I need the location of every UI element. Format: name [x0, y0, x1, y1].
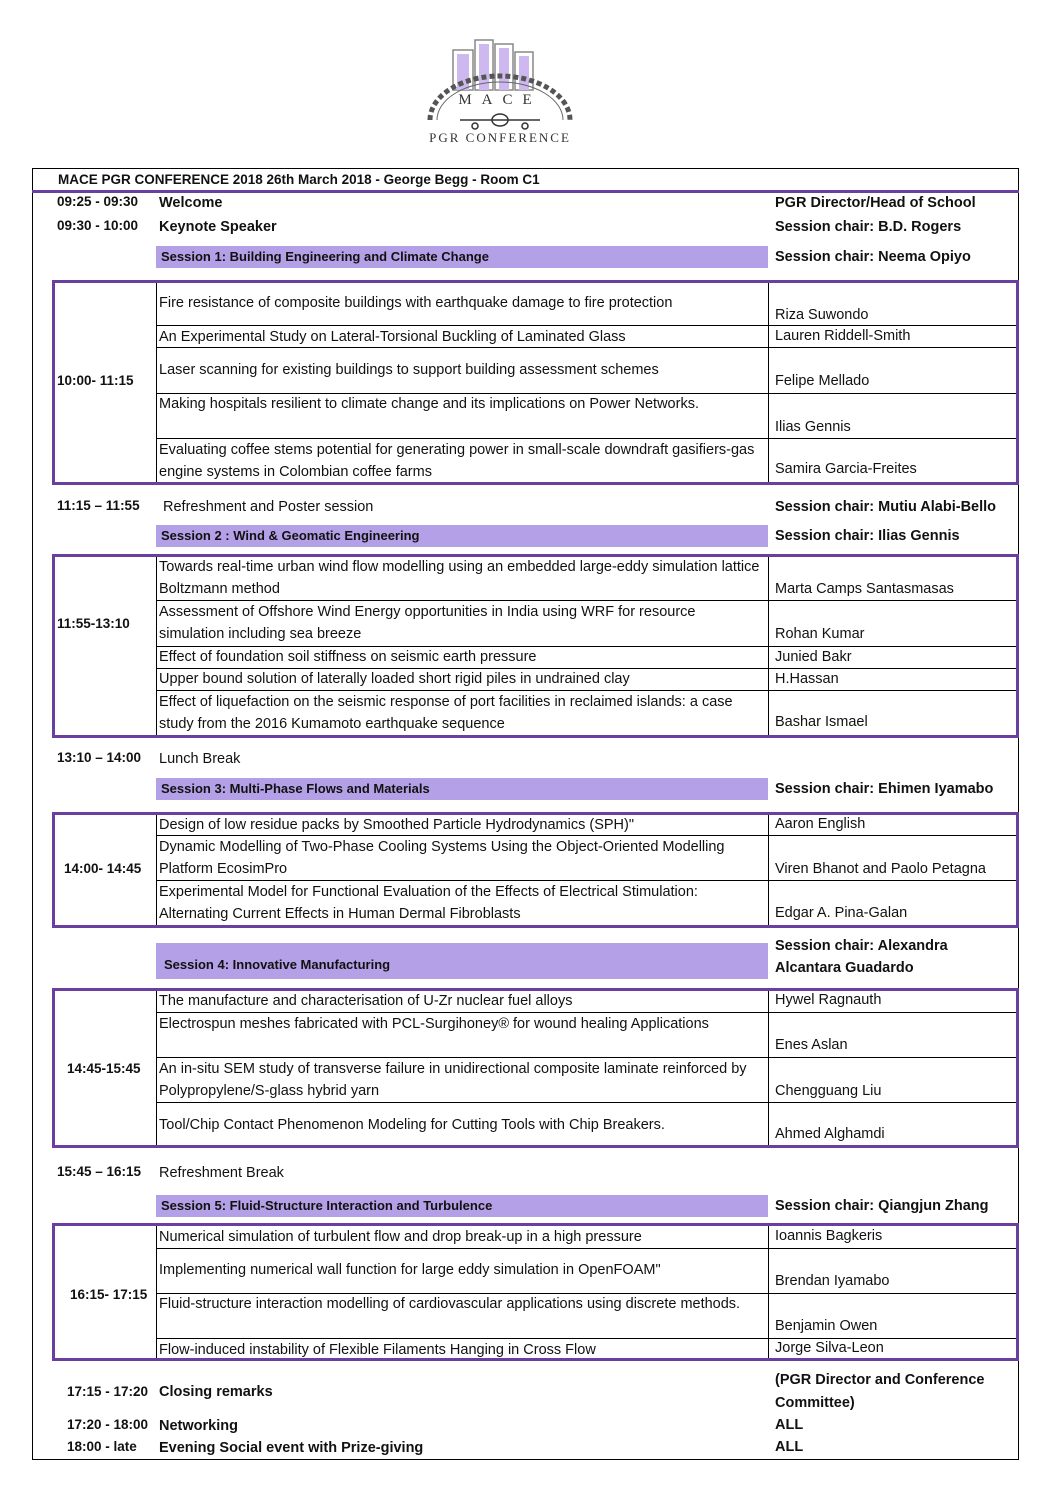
s4-speaker-3: Chengguang Liu	[775, 1083, 882, 1099]
conference-header: MACE PGR CONFERENCE 2018 26th March 2018 - George Begg - Room C1	[58, 172, 540, 187]
s4-speaker-1: Hywel Ragnauth	[775, 992, 882, 1008]
s3-speaker-2: Viren Bhanot and Paolo Petagna	[775, 861, 986, 877]
session-4-chair-line-2: Alcantara Guadardo	[775, 960, 914, 976]
logo-pgr-conference-text: PGR CONFERENCE	[429, 130, 571, 145]
opening-right-1: PGR Director/Head of School	[775, 195, 976, 211]
s4-talk-2: Electrospun meshes fabricated with PCL-Surgihoney® for wound healing Applications	[159, 1016, 709, 1032]
s2-speaker-3: Junied Bakr	[775, 649, 852, 665]
s3-talk-1: Design of low residue packs by Smoothed Particle Hydrodynamics (SPH)"	[159, 817, 634, 833]
session-2-chair: Session chair: Ilias Gennis	[775, 528, 960, 544]
session-4-title: Session 4: Innovative Manufacturing	[164, 957, 391, 972]
s5-speaker-4: Jorge Silva-Leon	[775, 1340, 884, 1356]
s1-speaker-4: Ilias Gennis	[775, 419, 851, 435]
opening-label-1: Welcome	[159, 195, 223, 211]
logo-mace-text: MACE	[458, 92, 542, 108]
s2-speaker-1: Marta Camps Santasmasas	[775, 581, 954, 597]
closing-right-1b: Committee)	[775, 1395, 855, 1411]
session-1-time: 10:00- 11:15	[57, 373, 134, 388]
s3-talk-3: Experimental Model for Functional Evaluation of the Effects of Electrical Stimulation: Alternating Current Effects in Human Dermal Fibroblasts	[159, 884, 698, 922]
s2-speaker-2: Rohan Kumar	[775, 626, 865, 642]
s2-talk-3: Effect of foundation soil stiffness on seismic earth pressure	[159, 649, 537, 665]
closing-right-2: ALL	[775, 1417, 804, 1433]
s3-speaker-3: Edgar A. Pina-Galan	[775, 905, 908, 921]
s5-talk-2: Implementing numerical wall function for large eddy simulation in OpenFOAM"	[159, 1262, 661, 1278]
s1-speaker-5: Samira Garcia-Freites	[775, 461, 917, 477]
closing-time-2: 17:20 - 18:00	[67, 1417, 149, 1432]
opening-right-2: Session chair: B.D. Rogers	[775, 219, 962, 235]
s2-speaker-4: H.Hassan	[775, 671, 839, 687]
mace-pgr-conference-logo	[415, 38, 585, 150]
s4-talk-3: An in-situ SEM study of transverse failure in unidirectional composite laminate reinforced by Polypropylene/S-glass hybrid yarn	[159, 1061, 747, 1099]
session-3-title: Session 3: Multi-Phase Flows and Materials	[161, 781, 430, 796]
s3-talk-2: Dynamic Modelling of Two-Phase Cooling Systems Using the Object-Oriented Modelling Platform EcosimPro	[159, 839, 725, 877]
s1-talk-3: Laser scanning for existing buildings to support building assessment schemes	[159, 362, 659, 378]
s5-speaker-3: Benjamin Owen	[775, 1318, 878, 1334]
s2-talk-1: Towards real-time urban wind flow modelling using an embedded large-eddy simulation lattice Boltzmann method	[159, 559, 760, 597]
session-5-chair: Session chair: Qiangjun Zhang	[775, 1198, 989, 1214]
closing-time-1: 17:15 - 17:20	[67, 1384, 149, 1399]
opening-time-1: 09:25 - 09:30	[57, 194, 139, 209]
break-1-chair: Session chair: Mutiu Alabi-Bello	[775, 499, 997, 515]
s1-speaker-3: Felipe Mellado	[775, 373, 870, 389]
s1-talk-4: Making hospitals resilient to climate change and its implications on Power Networks.	[159, 396, 699, 412]
s2-speaker-5: Bashar Ismael	[775, 714, 868, 730]
closing-right-1a: (PGR Director and Conference	[775, 1372, 985, 1388]
session-1-title: Session 1: Building Engineering and Climate Change	[161, 249, 489, 264]
break-2-time: 13:10 – 14:00	[57, 750, 142, 765]
session-4-time: 14:45-15:45	[67, 1061, 141, 1076]
closing-time-3: 18:00 - late	[67, 1439, 137, 1454]
s5-speaker-2: Brendan Iyamabo	[775, 1273, 890, 1289]
break-1-label: Refreshment and Poster session	[163, 499, 374, 515]
session-3-chair: Session chair: Ehimen Iyamabo	[775, 781, 994, 797]
s1-talk-1: Fire resistance of composite buildings with earthquake damage to fire protection	[159, 295, 673, 311]
s4-speaker-2: Enes Aslan	[775, 1037, 848, 1053]
s4-talk-4: Tool/Chip Contact Phenomenon Modeling for Cutting Tools with Chip Breakers.	[159, 1117, 665, 1133]
session-2-title: Session 2 : Wind & Geomatic Engineering	[161, 528, 420, 543]
s1-speaker-1: Riza Suwondo	[775, 307, 869, 323]
closing-label-1: Closing remarks	[159, 1384, 273, 1400]
s1-talk-2: An Experimental Study on Lateral-Torsional Buckling of Laminated Glass	[159, 329, 626, 345]
s5-talk-4: Flow-induced instability of Flexible Filaments Hanging in Cross Flow	[159, 1342, 596, 1358]
session-1-chair: Session chair: Neema Opiyo	[775, 249, 971, 265]
closing-label-3: Evening Social event with Prize-giving	[159, 1440, 424, 1456]
break-3-time: 15:45 – 16:15	[57, 1164, 142, 1179]
closing-label-2: Networking	[159, 1418, 238, 1434]
logo-plane-icon	[460, 114, 540, 129]
break-1-time: 11:15 – 11:55	[57, 498, 140, 513]
session-5-title: Session 5: Fluid-Structure Interaction and Turbulence	[161, 1198, 493, 1213]
s3-speaker-1: Aaron English	[775, 816, 866, 832]
session-5-time: 16:15- 17:15	[70, 1287, 148, 1302]
session-4-chair-line-1: Session chair: Alexandra	[775, 938, 948, 954]
s2-talk-5: Effect of liquefaction on the seismic response of port facilities in reclaimed islands: a case study from the 2016 Kumamoto earthquake sequence	[159, 694, 733, 732]
opening-time-2: 09:30 - 10:00	[57, 218, 139, 233]
s5-talk-3: Fluid-structure interaction modelling of cardiovascular applications using discrete methods.	[159, 1296, 741, 1312]
closing-right-3: ALL	[775, 1439, 804, 1455]
s5-talk-1: Numerical simulation of turbulent flow and drop break-up in a high pressure	[159, 1229, 642, 1245]
s2-talk-4: Upper bound solution of laterally loaded short rigid piles in undrained clay	[159, 671, 630, 687]
s2-talk-2: Assessment of Offshore Wind Energy opportunities in India using WRF for resource simulation including sea breeze	[159, 604, 696, 642]
s4-talk-1: The manufacture and characterisation of U-Zr nuclear fuel alloys	[159, 993, 573, 1009]
session-3-time: 14:00- 14:45	[64, 861, 142, 876]
s4-speaker-4: Ahmed Alghamdi	[775, 1126, 885, 1142]
opening-label-2: Keynote Speaker	[159, 219, 277, 235]
s1-speaker-2: Lauren Riddell-Smith	[775, 328, 911, 344]
session-2-time: 11:55-13:10	[57, 616, 130, 631]
break-3-label: Refreshment Break	[159, 1165, 284, 1181]
s1-talk-5: Evaluating coffee stems potential for generating power in small-scale downdraft gasifiers-gas engine systems in Colombian coffee farms	[159, 442, 755, 480]
break-2-label: Lunch Break	[159, 751, 241, 767]
s5-speaker-1: Ioannis Bagkeris	[775, 1228, 883, 1244]
